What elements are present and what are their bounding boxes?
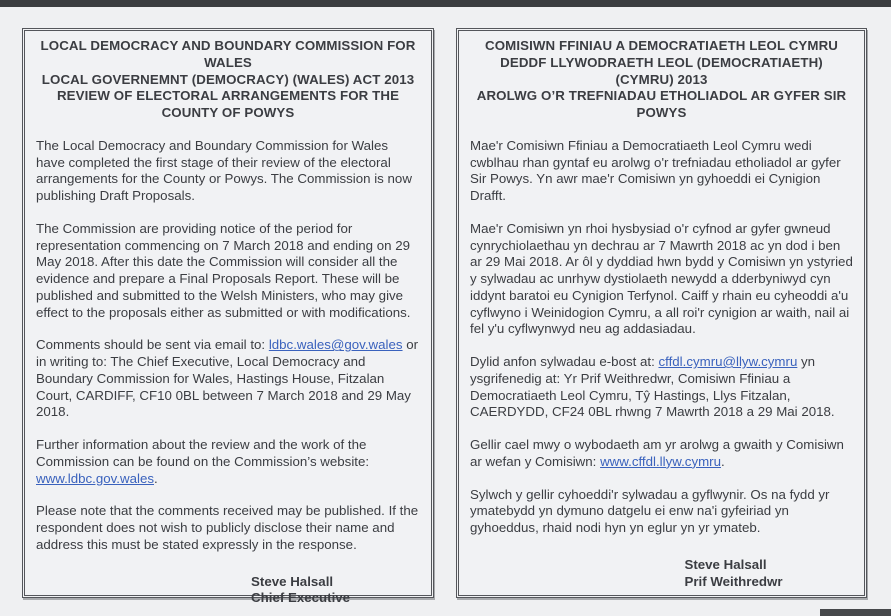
title-line-review: REVIEW OF ELECTORAL ARRANGEMENTS FOR THE COUNTY OF POWYS [56, 88, 400, 120]
notice-english-title [36, 38, 420, 122]
further-info-text-after: . [721, 453, 725, 469]
signature-title: Prif Weithredwr [684, 573, 783, 589]
paragraph-comments [470, 354, 853, 421]
notice-welsh [456, 28, 867, 598]
comments-text-before: Dylid anfon sylwadau e-bost at: [470, 354, 659, 369]
paragraph-intro: Mae'r Comisiwn Ffiniau a Democratiaeth Leol Cymru wedi cwblhau rhan gyntaf eu arolwg o'r trefniadau etholiadol ar gyfer Sir Powys. Yn awr mae'r Comisiwn yn gyhoeddi ei Cynigion Drafft. [470, 137, 841, 203]
signature-name: Steve Halsall [251, 573, 334, 589]
title-line-review: AROLWG O’R TREFNIADAU ETHOLIADOL AR GYFER SIR POWYS [476, 88, 847, 120]
paragraph-notice-period: The Commission are providing notice of the period for representation commencing on 7 March 2018 and ending on 29 May 2018. After this date the Commission will consider all the evidence and prepare a Final Proposals Report. These will be published and submitted to the Welsh Ministers, who may give effect to the proposals either as submitted or with modifications. [36, 220, 411, 320]
paragraph-further-info [470, 437, 853, 471]
paragraph-notice-period: Mae'r Comisiwn yn rhoi hysbysiad o'r cyfnod ar gyfer gwneud cynrychiolaethau yn dechrau ar 7 Mawrth 2018 ac yn dod i ben ar 29 Mai 2018. Ar ôl y dyddiad hwn bydd y Comisiwn yn ystyried y sylwadau ac unrhyw dystiolaeth newydd a dderbyniwyd cyn iddynt baratoi eu Cynigion Terfynol. Caiff y rhain eu cyheoddi a'u cyflwyno i Weinidogion Cymru, a all roi'r cynigion ar waith, nail ai fel y'u cyflwynwyd neu ag addasiadau. [470, 220, 853, 337]
website-link[interactable]: www.ldbc.gov.wales [36, 470, 154, 486]
further-info-text-before: Gellir cael mwy o wybodaeth am yr arolwg a gwaith y Comisiwn ar wefan y Comisiwn: [470, 437, 844, 469]
further-info-text-before: Further information about the review and the work of the Commission can be found on the Commission’s website: [36, 437, 370, 469]
email-link[interactable]: ldbc.wales@gov.wales [268, 337, 403, 353]
title-line-act: DEDDF LLYWODRAETH LEOL (DEMOCRATIAETH) (CYMRU) 2013 [500, 54, 823, 87]
email-link[interactable]: cffdl.cymru@llyw.cymru [658, 354, 798, 369]
website-link[interactable]: www.cffdl.llyw.cymru [600, 453, 721, 469]
title-line-commission: COMISIWN FFINIAU A DEMOCRATIAETH LEOL CYMRU [485, 38, 838, 53]
scan-top-edge [0, 0, 891, 7]
paragraph-intro: The Local Democracy and Boundary Commission for Wales have completed the first stage of their review of the electoral arrangements for the County or Powys. The Commission is now publishing Draft Proposals. [36, 137, 412, 203]
title-line-commission: LOCAL DEMOCRACY AND BOUNDARY COMMISSION FOR WALES [40, 38, 416, 70]
comments-text-after: yn ysgrifenedig at: Yr Prif Weithredwr, Comisiwn Ffiniau a Democratiaeth Leol Cymru, Tŷ Hastings, Llys Fitzalan, CAERDYDD, CF24 0BL rhwng 7 Mawrth 2018 a 29 Mai 2018. [470, 354, 835, 420]
paragraph-further-info [36, 437, 420, 487]
signature-block [36, 574, 420, 608]
paragraph-comments [36, 337, 420, 421]
further-info-text-after: . [154, 470, 158, 486]
scan-corner-mark [820, 609, 891, 616]
signature-title: Chief Executive [251, 590, 351, 606]
paragraph-publication-note: Sylwch y gellir cyhoeddi'r sylwadau a gyflwynir. Os na fydd yr ymatebydd yn dymuno datgelu ei enw na'i gyfeiriad yn gyhoeddus, rhaid nodi hyn yn eglur yn yr ymateb. [470, 486, 830, 535]
signature-name: Steve Halsall [684, 556, 767, 572]
signature-block [470, 557, 853, 591]
notice-welsh-title [470, 38, 853, 122]
notice-english [22, 28, 434, 606]
comments-text-after: or in writing to: The Chief Executive, Local Democracy and Boundary Commission for Wales, Hastings House, Fitzalan Court, CARDIFF, CF10 0BL between 7 March 2018 and 29 May 2018. [36, 337, 419, 420]
paragraph-publication-note: Please note that the comments received may be published. If the respondent does not wish to publicly disclose their name and address this must be stated expressly in the response. [36, 503, 419, 552]
comments-text-before: Comments should be sent via email to: [36, 337, 269, 353]
title-line-act: LOCAL GOVERNEMNT (DEMOCRACY) (WALES) ACT 2013 [41, 71, 415, 87]
